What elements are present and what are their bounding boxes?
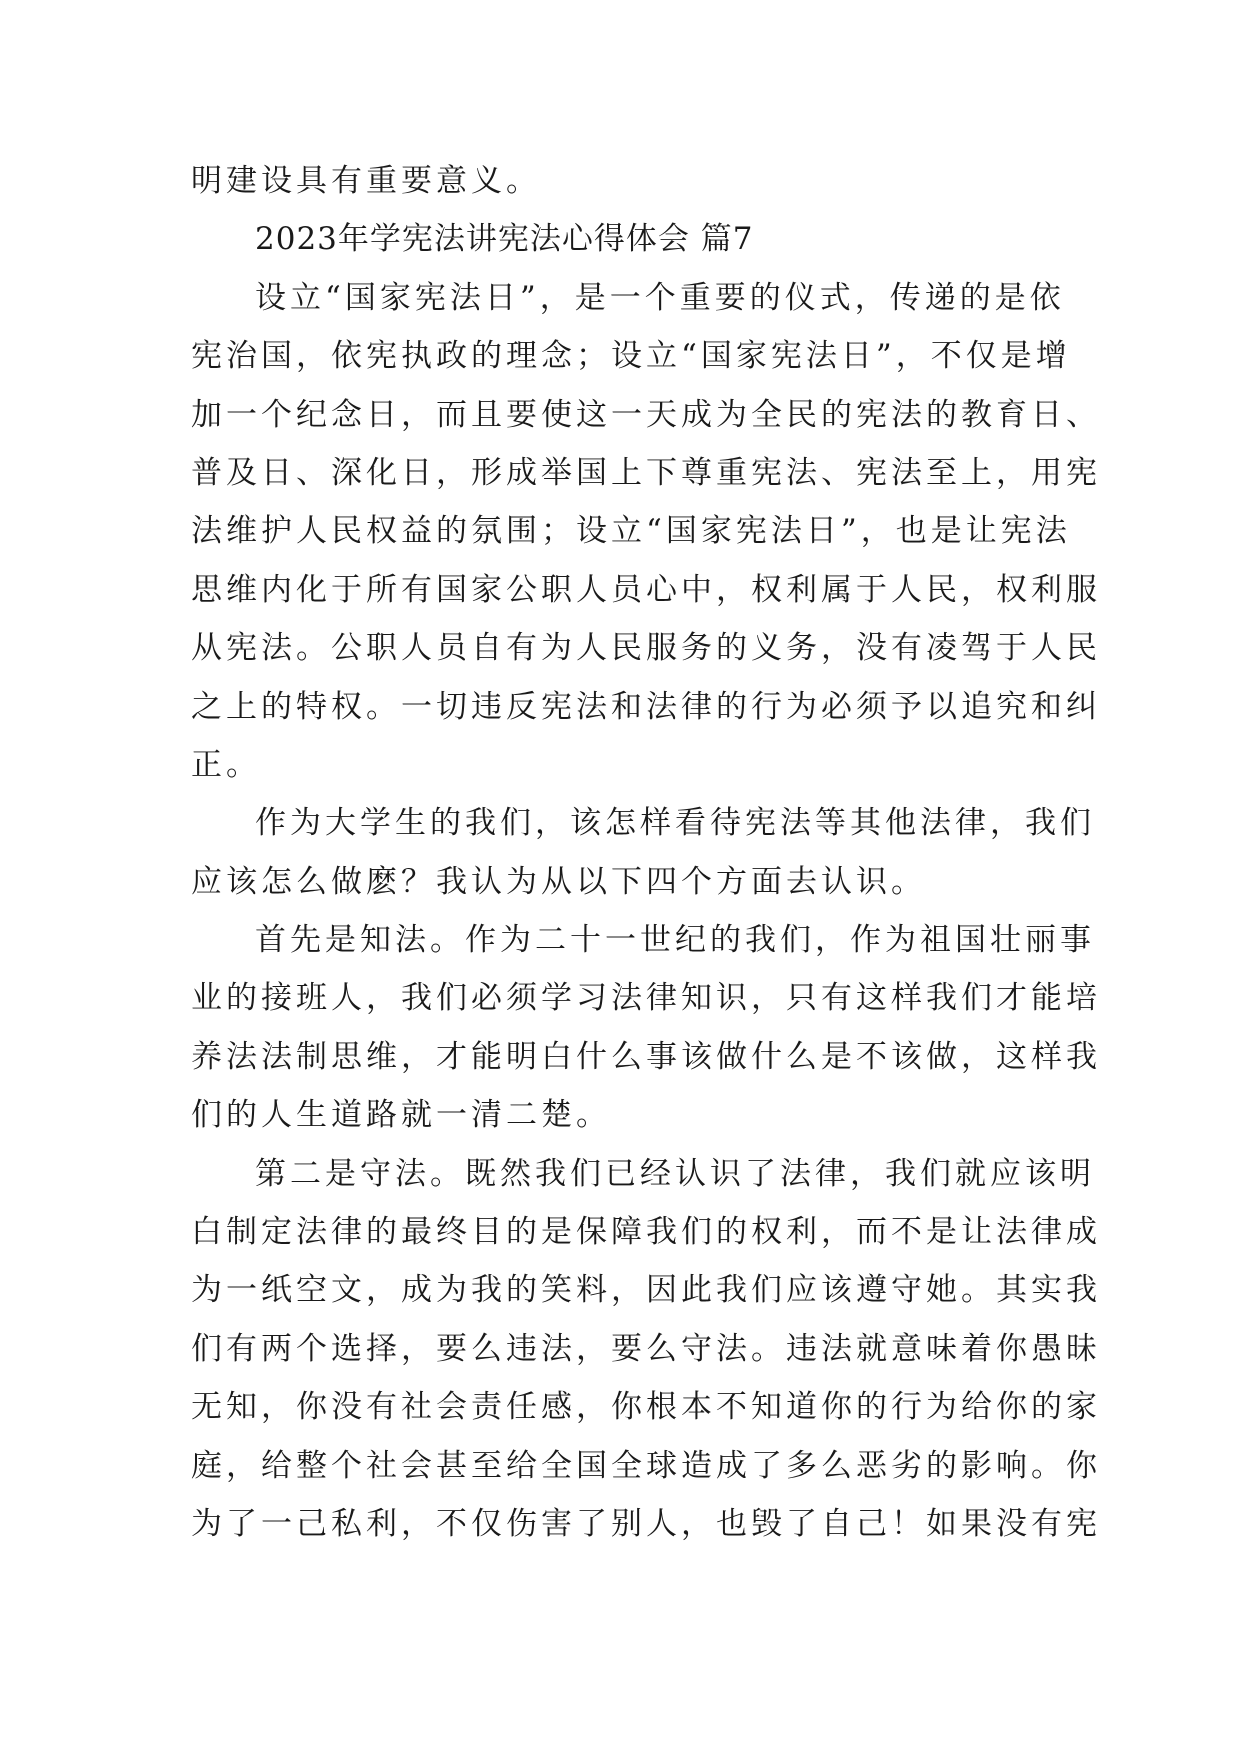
paragraph-line: 思维内化于所有国家公职人员心中，权利属于人民，权利服 [191,571,1101,608]
document-body [191,152,1101,1553]
paragraph-line: 第二是守法。既然我们已经认识了法律，我们就应该明 [255,1155,1095,1192]
paragraph-line: 从宪法。公职人员自有为人民服务的义务，没有凌驾于人民 [191,630,1101,667]
section-heading: 2023年学宪法讲宪法心得体会 篇7 [255,221,754,258]
paragraph-line: 宪治国，依宪执政的理念；设立“国家宪法日”，不仅是增 [191,338,1071,375]
paragraph-line: 首先是知法。作为二十一世纪的我们，作为祖国壮丽事 [255,922,1095,959]
paragraph-line: 养法法制思维，才能明白什么事该做什么是不该做，这样我 [191,1038,1101,1075]
paragraph-line: 们有两个选择，要么违法，要么守法。违法就意味着你愚昧 [191,1330,1101,1367]
paragraph-line: 普及日、深化日，形成举国上下尊重宪法、宪法至上，用宪 [191,454,1101,491]
paragraph-line: 作为大学生的我们，该怎样看待宪法等其他法律，我们 [255,805,1095,842]
paragraph-line: 之上的特权。一切违反宪法和法律的行为必须予以追究和纠 [191,688,1101,725]
paragraph-line: 加一个纪念日，而且要使这一天成为全民的宪法的教育日、 [191,396,1101,433]
paragraph-line: 应该怎么做麽？我认为从以下四个方面去认识。 [191,863,926,900]
paragraph-line: 设立“国家宪法日”，是一个重要的仪式，传递的是依 [255,279,1065,316]
paragraph-line: 明建设具有重要意义。 [191,163,541,199]
paragraph-line: 白制定法律的最终目的是保障我们的权利，而不是让法律成 [191,1214,1101,1251]
paragraph-line: 正。 [191,746,261,783]
paragraph-line: 无知，你没有社会责任感，你根本不知道你的行为给你的家 [191,1389,1101,1426]
paragraph-line: 为了一己私利，不仅伤害了别人，也毁了自己！如果没有宪 [191,1505,1101,1542]
paragraph-line: 庭，给整个社会甚至给全国全球造成了多么恶劣的影响。你 [191,1447,1101,1484]
paragraph-line: 们的人生道路就一清二楚。 [191,1097,611,1134]
paragraph-line: 法维护人民权益的氛围；设立“国家宪法日”，也是让宪法 [191,513,1071,550]
paragraph-line: 为一纸空文，成为我的笑料，因此我们应该遵守她。其实我 [191,1272,1101,1309]
paragraph-line: 业的接班人，我们必须学习法律知识，只有这样我们才能培 [191,980,1101,1017]
